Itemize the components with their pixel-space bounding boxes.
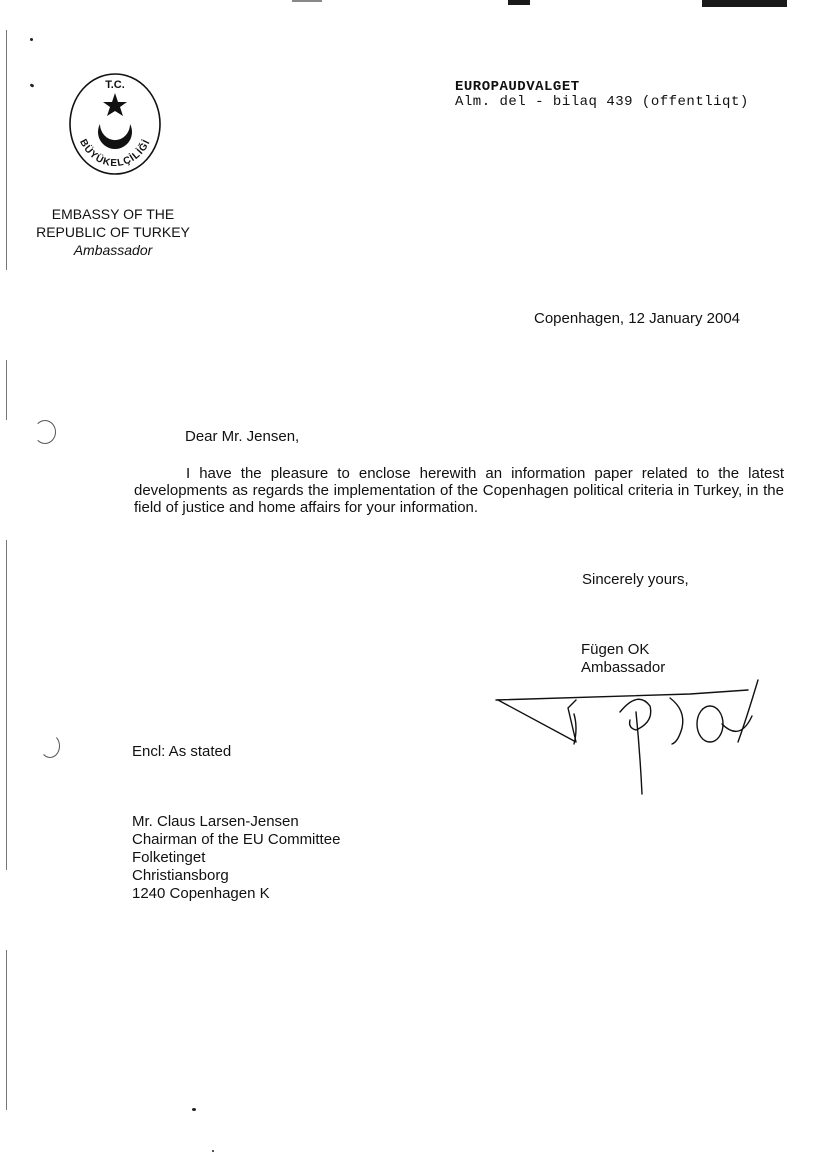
punch-hole-mark: [40, 734, 60, 758]
recipient-address: [132, 813, 340, 903]
scan-edge-line: [6, 30, 7, 270]
seal-ring-text: BÜYÜKELÇİLİĞİ: [77, 137, 153, 170]
letter-date: Copenhagen, 12 January 2004: [534, 310, 741, 327]
recipient-organization: Folketinget: [132, 849, 206, 866]
scan-speck: [30, 38, 33, 41]
scan-edge-line: [6, 360, 7, 420]
signer-name: Fügen OK: [581, 641, 650, 658]
scan-artifact-top-left: [292, 0, 322, 2]
recipient-building: Christiansborg: [132, 867, 229, 884]
recipient-position: Chairman of the EU Committee: [132, 831, 341, 848]
letterhead-line-1: EMBASSY OF THE: [51, 206, 175, 222]
embassy-seal-icon: [64, 66, 166, 182]
scan-speck: [30, 83, 35, 88]
scan-edge-line: [6, 950, 7, 1110]
scan-speck: [192, 1108, 196, 1111]
letterhead: [30, 205, 196, 259]
committee-stamp: EUROPAUDVALGET: [455, 79, 580, 95]
closing: Sincerely yours,: [582, 571, 689, 588]
scan-edge-line: [6, 540, 7, 870]
document-reference: Alm. del - bilaq 439 (offentliqt): [455, 94, 749, 110]
recipient-city: 1240 Copenhagen K: [132, 885, 270, 902]
seal-top-text: T.C.: [105, 79, 125, 91]
punch-hole-mark: [34, 420, 56, 444]
signer-title: Ambassador: [581, 659, 666, 676]
letterhead-role: Ambassador: [73, 242, 153, 258]
recipient-name: Mr. Claus Larsen-Jensen: [132, 813, 299, 830]
letterhead-line-2: REPUBLIC OF TURKEY: [36, 224, 190, 240]
letter-body: I have the pleasure to enclose herewith an information paper related to the latest developments as regards the implementation of the Copenhagen political criteria in Turkey, in the field of justice and home affairs for your information.: [134, 465, 784, 516]
scan-artifact-top-right: [702, 0, 787, 7]
enclosure-note: Encl: As stated: [132, 743, 232, 760]
scan-artifact-top-center: [508, 0, 530, 5]
handwritten-signature: [490, 672, 770, 802]
scan-speck: [212, 1150, 214, 1152]
salutation: Dear Mr. Jensen,: [185, 428, 300, 445]
archive-reference: [455, 80, 749, 110]
